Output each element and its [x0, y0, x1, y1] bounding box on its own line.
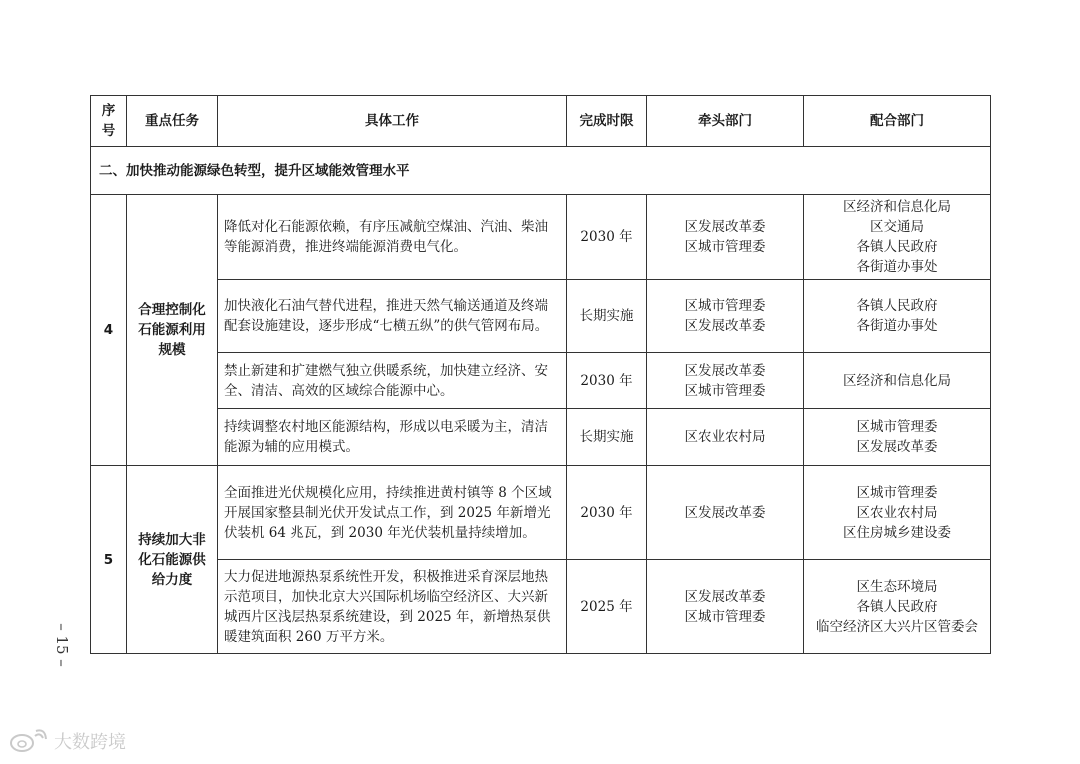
coop-dept [804, 560, 991, 654]
lead-dept [647, 466, 804, 560]
coop-dept-item: 区交通局 [870, 219, 924, 235]
coop-dept-item: 区住房城乡建设委 [843, 524, 951, 541]
watermark [8, 728, 126, 754]
work-text: 大力促进地源热泵系统性开发，积极推进采育深层地热示范项目，加快北京大兴国际机场临空经济区、大兴新城西片区浅层热泵系统建设，到 2025 年，新增热泵供暖建筑面积 260 万平方米。 [218, 560, 567, 654]
table-row [91, 466, 991, 560]
coop-dept-item: 区经济和信息化局 [843, 199, 951, 215]
table-row [91, 195, 991, 280]
header-coop: 配合部门 [804, 96, 991, 147]
coop-dept [804, 466, 991, 560]
header-deadline: 完成时限 [567, 96, 647, 147]
page-number-text: – 15 – [53, 623, 71, 667]
lead-dept-item: 区城市管理委 [684, 239, 766, 255]
work-text: 加快液化石油气替代进程，推进天然气输送通道及终端配套设施建设，逐步形成“七横五纵”的供气管网布局。 [218, 280, 567, 353]
section-title: 二、加快推动能源绿色转型，提升区域能效管理水平 [91, 147, 991, 195]
coop-dept-item: 临空经济区大兴片区管委会 [816, 618, 978, 635]
coop-dept-item: 各镇人民政府 [856, 298, 938, 314]
work-text: 全面推进光伏规模化应用，持续推进黄村镇等 8 个区域开展国家整县制光伏开发试点工作，到 2025 年新增光伏装机 64 兆瓦，到 2030 年光伏装机量持续增加。 [218, 466, 567, 560]
lead-dept-item: 区发展改革委 [684, 318, 766, 334]
deadline: 2025 年 [567, 560, 647, 654]
coop-dept-item: 各镇人民政府 [856, 598, 938, 615]
lead-dept-item: 区发展改革委 [684, 362, 766, 379]
deadline: 2030 年 [567, 466, 647, 560]
lead-dept [647, 353, 804, 409]
coop-dept [804, 409, 991, 466]
weibo-logo-icon [8, 728, 48, 754]
lead-dept-item: 区发展改革委 [684, 504, 766, 521]
header-work: 具体工作 [218, 96, 567, 147]
coop-dept-item: 区经济和信息化局 [843, 372, 951, 389]
header-lead: 牵头部门 [647, 96, 804, 147]
deadline: 长期实施 [567, 280, 647, 353]
lead-dept [647, 560, 804, 654]
table-row [91, 409, 991, 466]
coop-dept-item: 各镇人民政府 [856, 239, 938, 255]
coop-dept [804, 280, 991, 353]
lead-dept-item: 区农业农村局 [684, 429, 766, 445]
work-text: 禁止新建和扩建燃气独立供暖系统，加快建立经济、安全、清洁、高效的区域综合能源中心。 [218, 353, 567, 409]
section-row [91, 147, 991, 195]
lead-dept-item: 区城市管理委 [684, 298, 766, 314]
coop-dept-item: 区农业农村局 [856, 504, 938, 521]
deadline: 长期实施 [567, 409, 647, 466]
table-header-row [91, 96, 991, 147]
coop-dept [804, 195, 991, 280]
coop-dept-item: 区城市管理委 [856, 419, 938, 435]
lead-dept [647, 280, 804, 353]
work-text: 持续调整农村地区能源结构，形成以电采暖为主，清洁能源为辅的应用模式。 [218, 409, 567, 466]
table-row [91, 353, 991, 409]
table-row [91, 280, 991, 353]
coop-dept-item: 各街道办事处 [856, 318, 938, 334]
deadline: 2030 年 [567, 353, 647, 409]
coop-dept-item: 区发展改革委 [856, 439, 938, 455]
coop-dept-item: 区生态环境局 [856, 578, 938, 595]
work-text: 降低对化石能源依赖，有序压减航空煤油、汽油、柴油等能源消费，推进终端能源消费电气化。 [218, 195, 567, 280]
lead-dept-item: 区发展改革委 [684, 588, 766, 605]
lead-dept [647, 195, 804, 280]
header-task: 重点任务 [127, 96, 218, 147]
task-table [90, 95, 991, 654]
coop-dept-item: 区城市管理委 [856, 484, 938, 501]
lead-dept-item: 区城市管理委 [684, 382, 766, 399]
coop-dept-item: 各街道办事处 [856, 259, 938, 275]
coop-dept [804, 353, 991, 409]
task-number: 4 [91, 195, 127, 466]
lead-dept-item: 区城市管理委 [684, 608, 766, 625]
task-name: 合理控制化石能源利用规模 [127, 195, 218, 466]
header-no: 序号 [91, 96, 127, 147]
page-number [52, 605, 72, 685]
lead-dept [647, 409, 804, 466]
watermark-text: 大数跨境 [54, 732, 126, 753]
table-row [91, 560, 991, 654]
deadline: 2030 年 [567, 195, 647, 280]
task-number: 5 [91, 466, 127, 654]
task-name: 持续加大非化石能源供给力度 [127, 466, 218, 654]
lead-dept-item: 区发展改革委 [684, 219, 766, 235]
